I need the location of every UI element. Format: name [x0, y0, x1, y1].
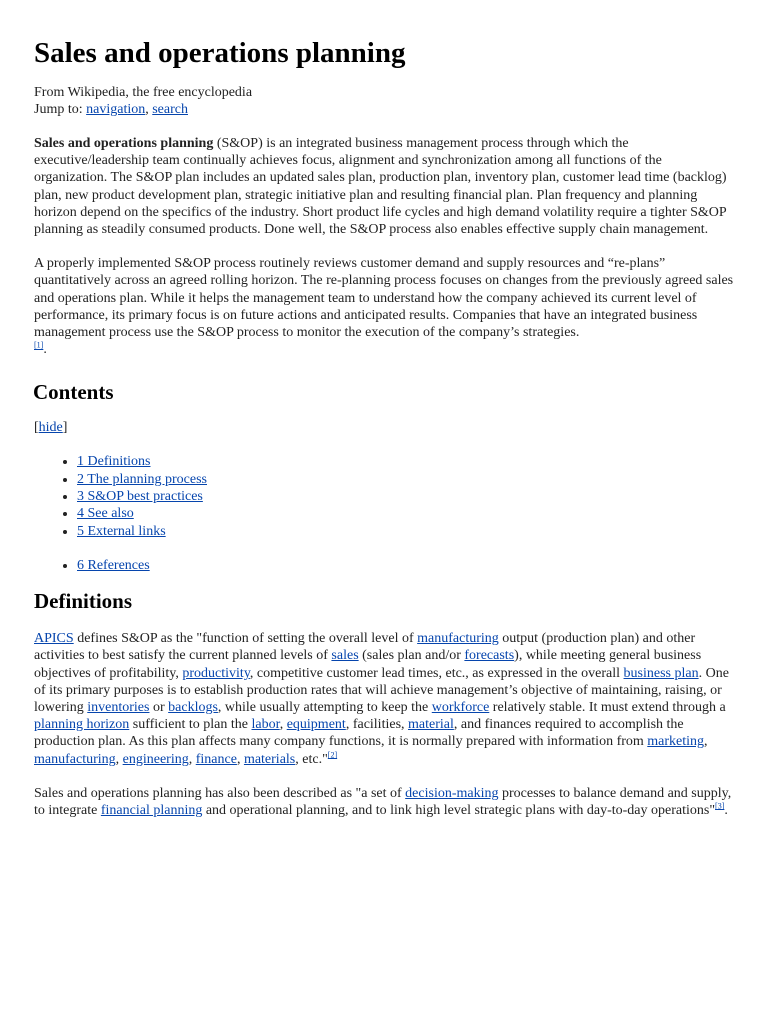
link-sales[interactable]: sales [331, 648, 359, 664]
toc-item [77, 488, 734, 505]
second-paragraph-text: A properly implemented S&OP process routinely reviews customer demand and supply resources and “re-plans” quantitatively across an agreed rolling horizon. The re-planning process focuses on changes from the previously agreed sales and operations plan. While it helps the management team to understand how the company achieved its current level of performance, its primary focus is on future actions and anticipated results. Companies that have an integrated business management process use the S&OP process to monitor the execution of the company’s strategies. [34, 256, 734, 341]
text-span: , facilities, [345, 717, 409, 733]
toc-toggle [34, 419, 734, 436]
link-financial-planning[interactable]: financial planning [100, 803, 203, 819]
text-span: , [704, 734, 708, 750]
link-equipment[interactable]: equipment [286, 717, 346, 733]
text-span: . [724, 803, 728, 819]
text-span: Sales and operations planning has also been described as "a set of [34, 785, 406, 801]
search-link[interactable]: search [152, 102, 188, 117]
toc-item [77, 471, 734, 488]
contents-heading: Contents [33, 380, 114, 405]
navigation-link[interactable]: navigation [86, 102, 146, 117]
text-span: , while usually attempting to keep the [217, 700, 432, 716]
toc-link-see-also[interactable]: 4 See also [77, 506, 134, 522]
text-span: processes to balance demand and supply, to integrate [34, 785, 732, 819]
text-span: , [236, 751, 244, 767]
text-span: . One of its primary purposes is to establish production rates that will achieve management’s objective of maintaining, raising, or lowering [34, 665, 729, 716]
link-material[interactable]: material [408, 717, 454, 733]
toc-link-planning-process[interactable]: 2 The planning process [77, 471, 207, 487]
reference-1-link[interactable]: [1] [34, 340, 44, 350]
jump-to-label: Jump to: [34, 102, 87, 117]
toc-item [77, 523, 734, 540]
link-finance[interactable]: finance [195, 751, 237, 767]
link-forecasts[interactable]: forecasts [464, 648, 515, 664]
link-backlogs[interactable]: backlogs [168, 700, 218, 716]
text-span: or [149, 700, 169, 716]
text-span: and operational planning, and to link high level strategic plans with day-to-day operations" [202, 803, 716, 819]
text-span: , and finances required to accomplish the production plan. As this plan affects many company functions, it is normally prepared with information from [34, 717, 684, 750]
link-manufacturing[interactable]: manufacturing [417, 631, 499, 647]
link-labor[interactable]: labor [251, 717, 280, 733]
text-span: defines S&OP as the "function of setting the overall level of [73, 631, 418, 647]
text-span: (sales plan and/or [358, 648, 465, 664]
intro-text: (S&OP) is an integrated business management process through which the executive/leadership team continually achieves focus, alignment and synchronization among all functions of the organization. The S&OP plan includes an updated sales plan, production plan, inventory plan, customer lead time (backlog) plan, new product development plan, strategic initiative plan and resulting financial plan. Plan frequency and planning horizon depend on the specifics of the industry. Short product life cycles and high demand volatility require a tighter S&OP planning as steadily consumed products. Done well, the S&OP process also enables effective supply chain management. [34, 136, 727, 238]
jump-to-line [34, 101, 734, 118]
text-span: , [115, 751, 123, 767]
toc-link-best-practices[interactable]: 3 S&OP best practices [77, 489, 203, 505]
definitions-paragraph-1 [34, 630, 734, 768]
hide-toc-link[interactable]: hide [38, 420, 63, 436]
toc-list-2 [34, 557, 734, 574]
text-span: output (production plan) and other activities to best satisfy the current planned levels of [34, 631, 696, 664]
second-paragraph [34, 255, 734, 358]
link-productivity[interactable]: productivity [182, 665, 250, 681]
link-manufacturing-2[interactable]: manufacturing [34, 751, 116, 767]
toc-link-definitions[interactable]: 1 Definitions [77, 454, 151, 470]
text-span: relatively stable. It must extend through a [489, 700, 726, 716]
toc-item [77, 557, 734, 574]
link-apics[interactable]: APICS [34, 631, 74, 647]
toc-link-external-links[interactable]: 5 External links [77, 523, 166, 539]
toc-link-references[interactable]: 6 References [77, 557, 150, 573]
link-workforce[interactable]: workforce [431, 700, 490, 716]
link-decision-making[interactable]: decision-making [405, 785, 499, 801]
reference-3-link[interactable]: [3] [715, 801, 725, 811]
link-engineering[interactable]: engineering [122, 751, 189, 767]
toc-item [77, 453, 734, 470]
definitions-paragraph-2 [34, 785, 734, 819]
second-paragraph-end: . [43, 342, 47, 358]
hide-bracket-close: ] [62, 420, 68, 436]
intro-bold-term: Sales and operations planning [34, 136, 214, 151]
link-business-plan[interactable]: business plan [623, 665, 699, 681]
link-marketing[interactable]: marketing [647, 734, 705, 750]
text-span: , [279, 717, 287, 733]
text-span: , etc." [295, 751, 328, 767]
toc-item [77, 505, 734, 522]
toc-list [34, 453, 734, 539]
text-span: ), while meeting general business objectives of profitability, [34, 648, 702, 681]
site-subtitle: From Wikipedia, the free encyclopedia [34, 85, 253, 100]
link-inventories[interactable]: inventories [87, 700, 150, 716]
link-materials[interactable]: materials [243, 751, 296, 767]
hide-bracket-open: [ [34, 420, 39, 436]
jump-separator: , [145, 102, 153, 117]
intro-paragraph [34, 135, 734, 238]
page-title: Sales and operations planning [34, 37, 406, 69]
text-span: sufficient to plan the [129, 717, 252, 733]
link-planning-horizon[interactable]: planning horizon [34, 717, 130, 733]
reference-2-link[interactable]: [2] [327, 749, 338, 759]
text-span: , competitive customer lead times, etc., as expressed in the overall [249, 665, 624, 681]
text-span: , [188, 751, 196, 767]
definitions-heading: Definitions [34, 589, 133, 614]
